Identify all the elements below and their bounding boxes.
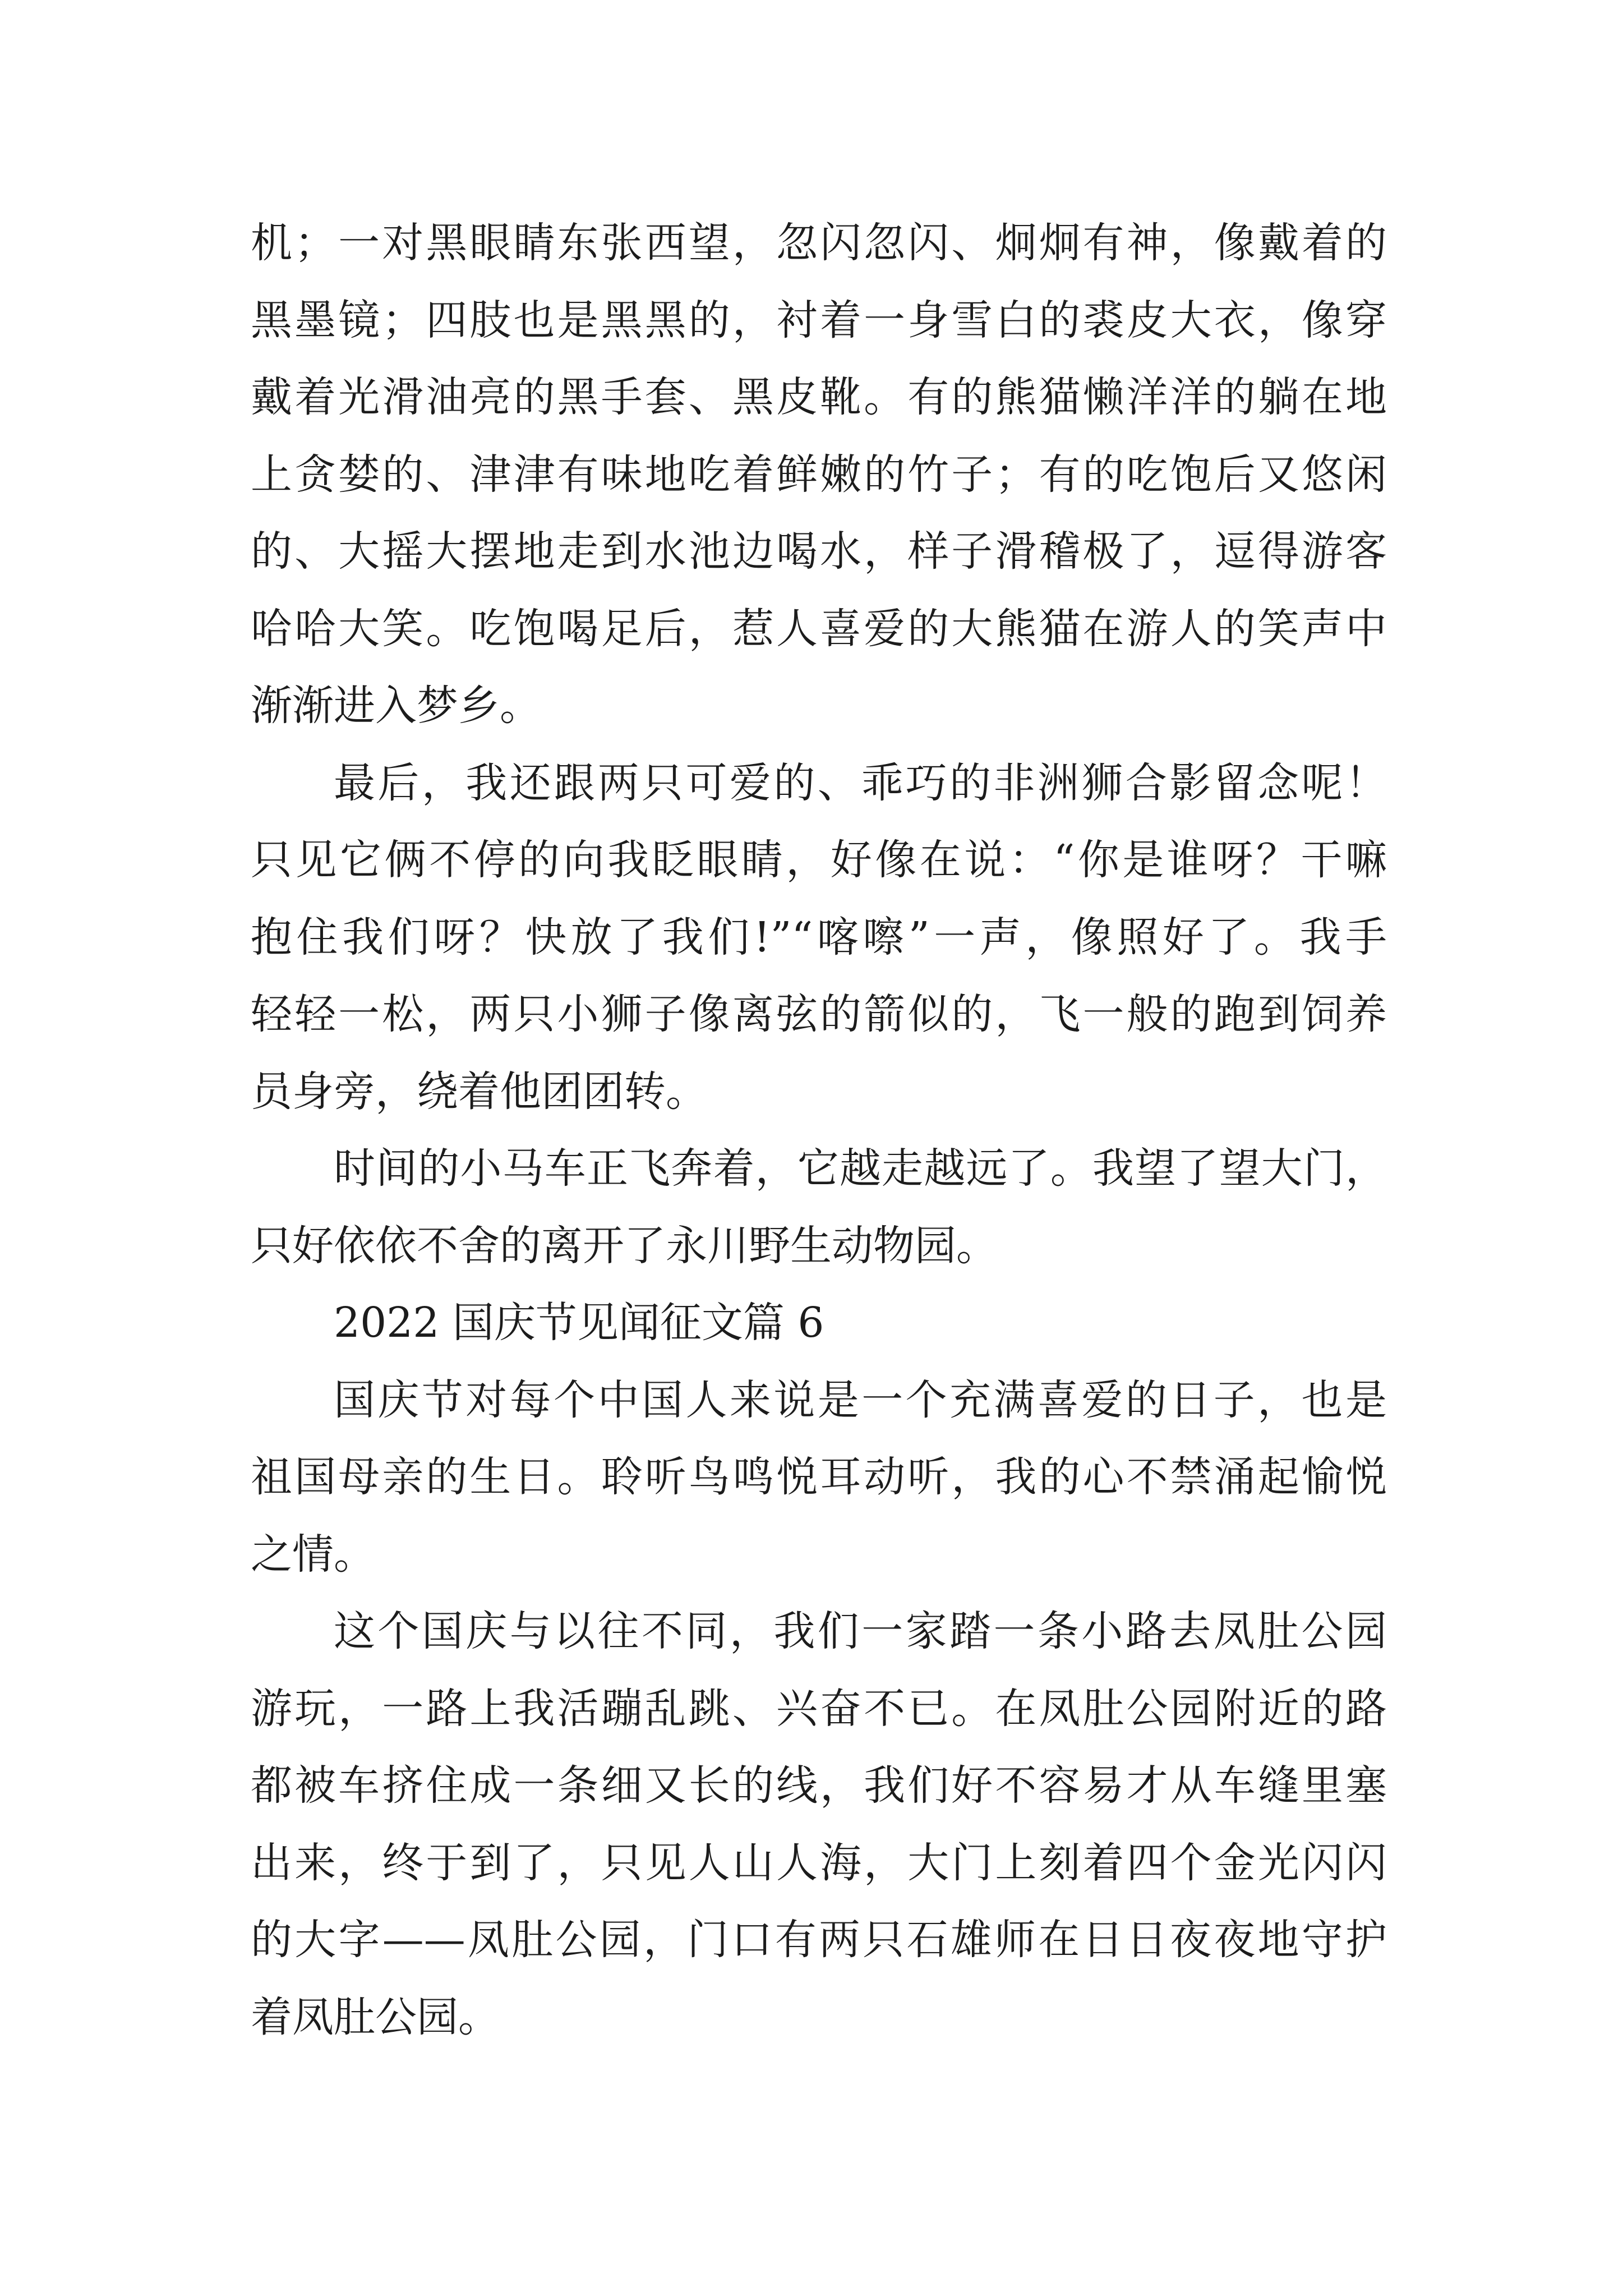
text-line: 着凤肚公园。 [251,1993,500,2041]
text-line: 上贪婪的、津津有味地吃着鲜嫩的竹子；有的吃饱后又悠闲 [251,450,1387,499]
text-line: 的大字——凤肚公园，门口有两只石雄师在日日夜夜地守护 [251,1916,1387,1964]
text-line: 渐渐进入梦乡。 [251,682,541,730]
text-line: 戴着光滑油亮的黑手套、黑皮靴。有的熊猫懒洋洋的躺在地 [251,373,1387,421]
text-line: 祖国母亲的生日。聆听鸟鸣悦耳动听，我的心不禁涌起愉悦 [251,1453,1387,1501]
text-line: 黑墨镜；四肢也是黑黑的，衬着一身雪白的裘皮大衣，像穿 [251,296,1387,344]
text-line: 出来，终于到了，只见人山人海，大门上刻着四个金光闪闪 [251,1839,1387,1887]
text-line: 只见它俩不停的向我眨眼睛，好像在说：“你是谁呀？干嘛 [251,836,1387,884]
text-line: 时间的小马车正飞奔着，它越走越远了。我望了望大门， [334,1144,1387,1193]
text-line: 国庆节对每个中国人来说是一个充满喜爱的日子，也是 [334,1376,1387,1424]
text-line: 都被车挤住成一条细又长的线，我们好不容易才从车缝里塞 [251,1761,1387,1810]
text-line: 哈哈大笑。吃饱喝足后，惹人喜爱的大熊猫在游人的笑声中 [251,605,1387,653]
text-line: 最后，我还跟两只可爱的、乖巧的非洲狮合影留念呢！ [334,759,1387,807]
text-line: 游玩，一路上我活蹦乱跳、兴奋不已。在凤肚公园附近的路 [251,1685,1387,1733]
text-line: 抱住我们呀？快放了我们!”“喀嚓”一声，像照好了。我手 [251,913,1387,961]
text-line: 只好依依不舍的离开了永川野生动物园。 [251,1222,998,1270]
text-line: 轻轻一松，两只小狮子像离弦的箭似的，飞一般的跑到饲养 [251,990,1387,1038]
text-line: 这个国庆与以往不同，我们一家踏一条小路去凤肚公园 [334,1607,1387,1655]
text-line: 机；一对黑眼睛东张西望，忽闪忽闪、炯炯有神，像戴着的 [251,219,1387,267]
text-line: 的、大摇大摆地走到水池边喝水，样子滑稽极了，逗得游客 [251,527,1387,576]
section-heading: 2022 国庆节见闻征文篇 6 [334,1299,824,1347]
text-line: 员身旁，绕着他团团转。 [251,1068,707,1116]
text-line: 之情。 [251,1530,375,1579]
